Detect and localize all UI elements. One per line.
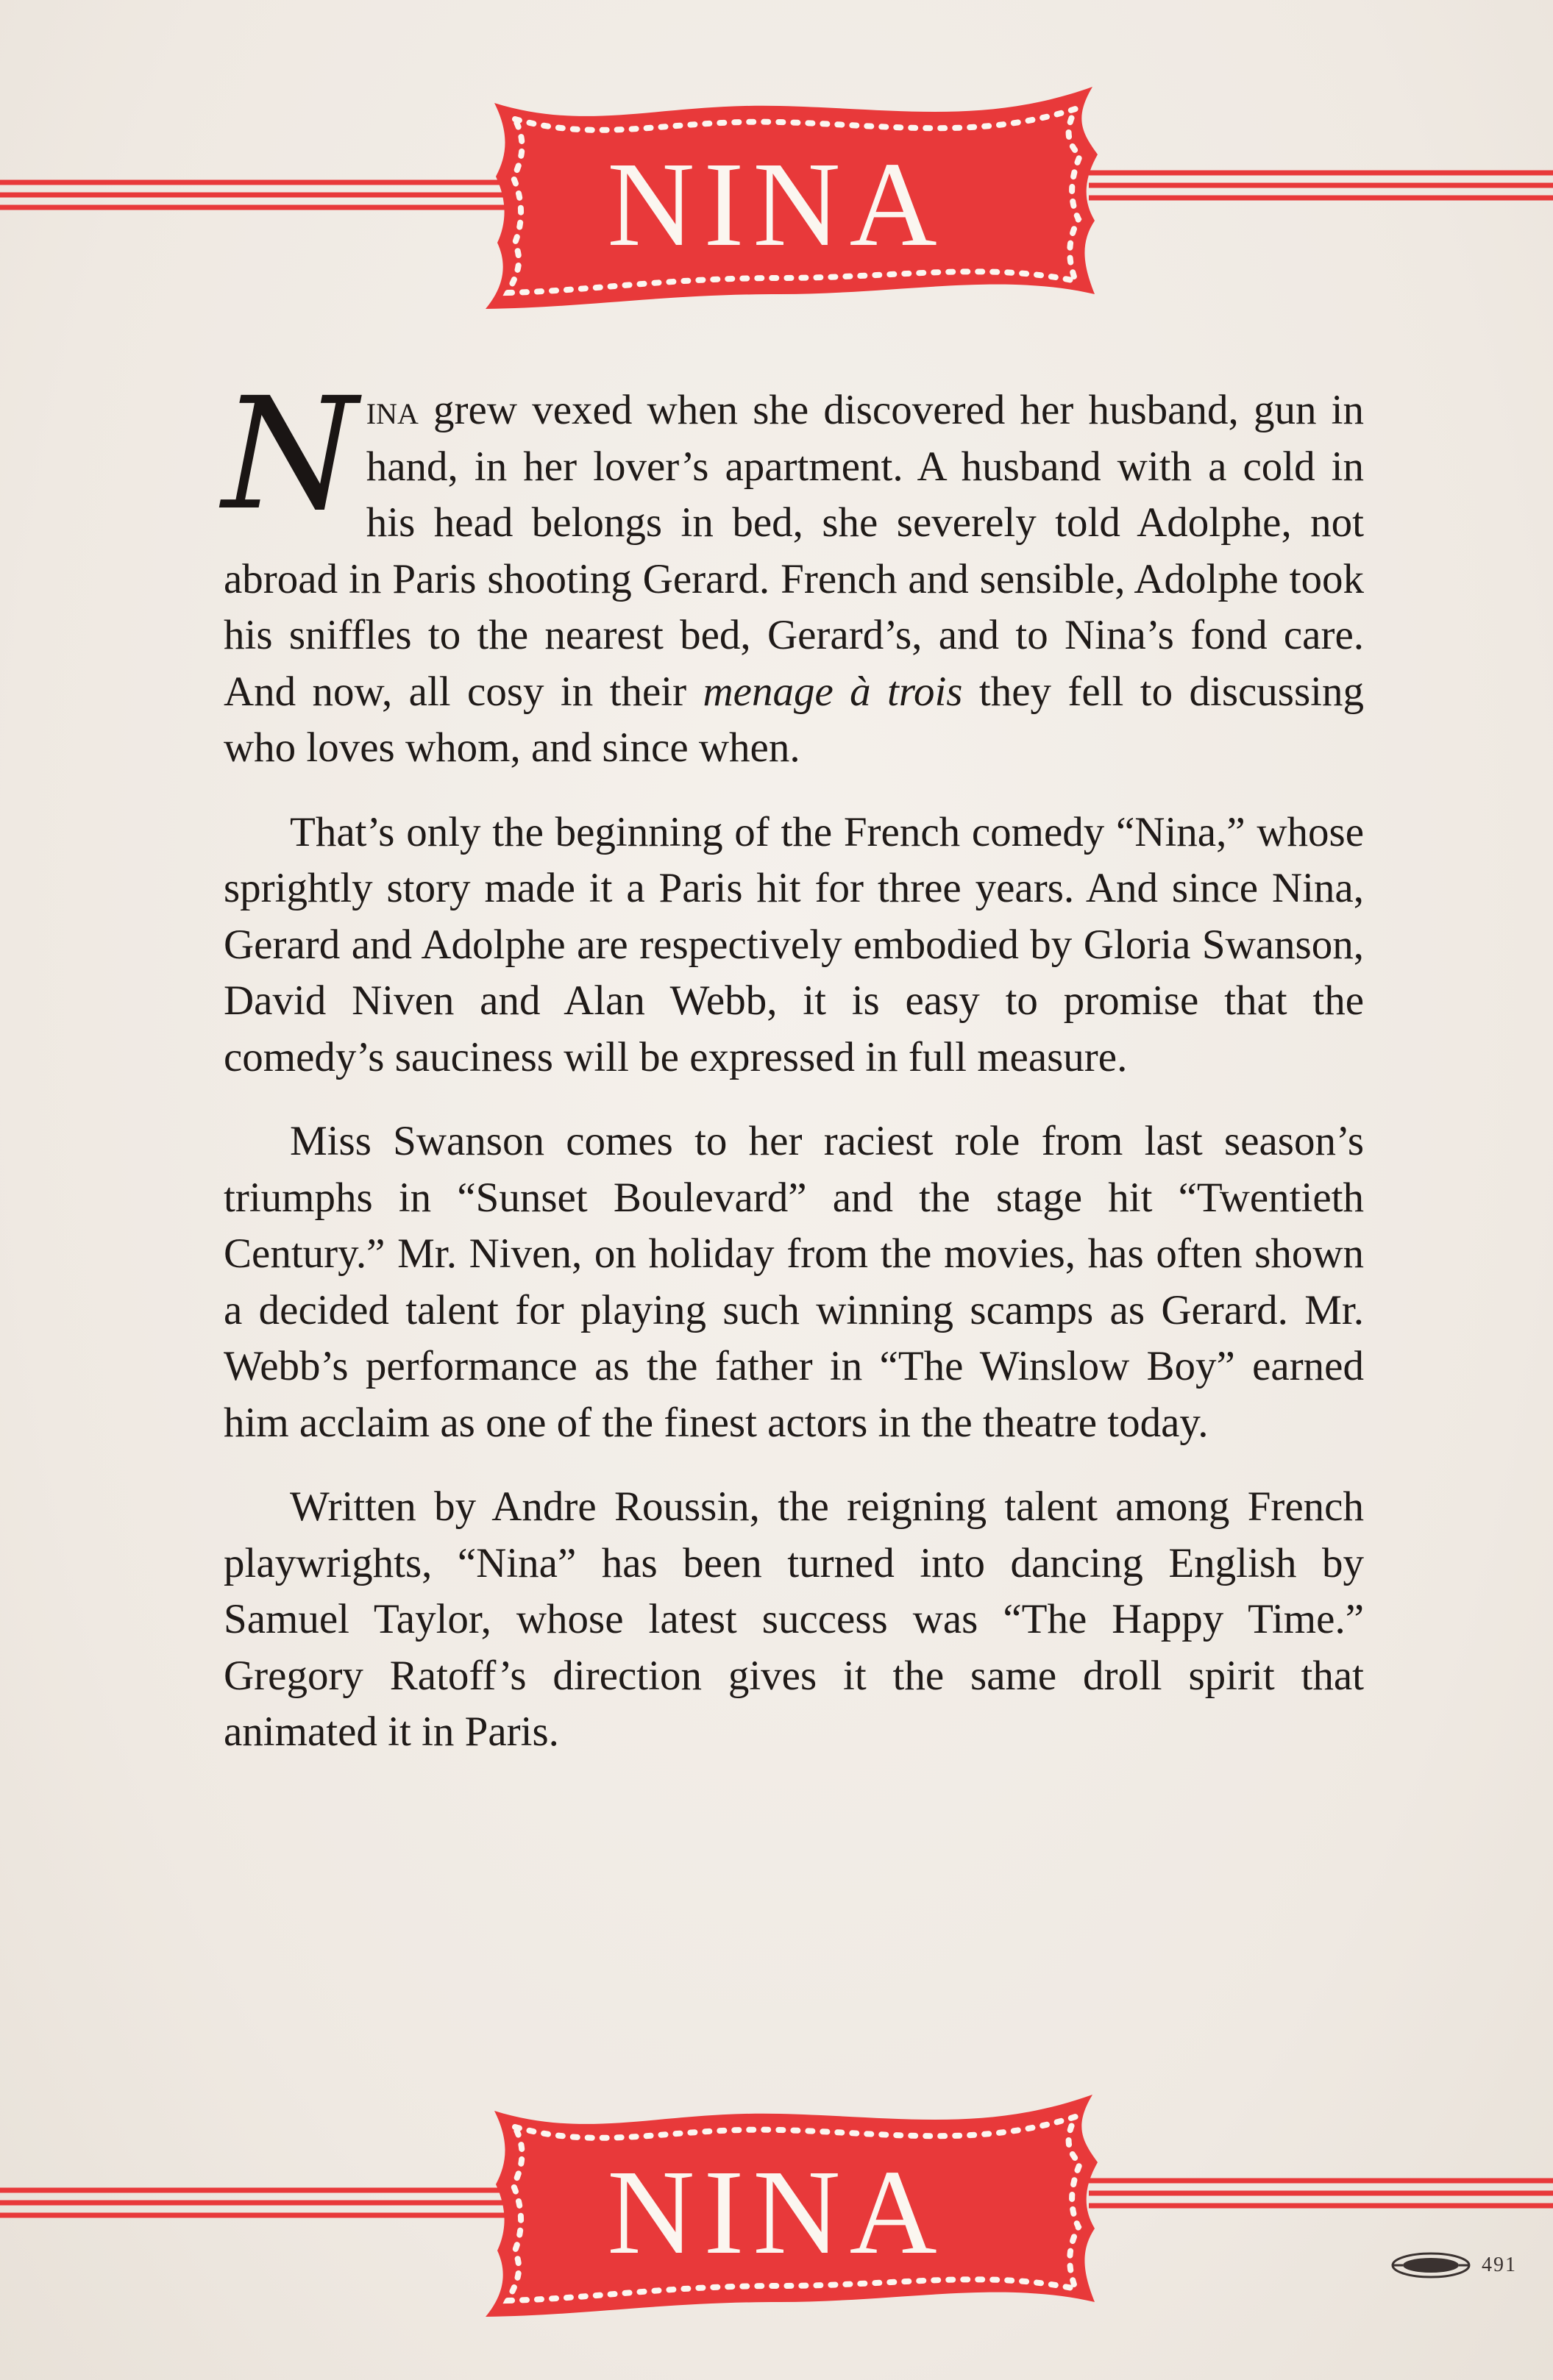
page-number: 491: [1482, 2253, 1517, 2276]
paragraph-1-italic: menage à trois: [703, 668, 963, 715]
title-banner-bottom: [0, 2081, 1553, 2346]
paragraph-1-text-a: grew vexed when she discovered her husband, gun in hand, in her lover’s apartment. A husband with a cold in his head belongs in bed, she severely told Adolphe, not abroad in Paris shooting Gerard. French and sensible, Adolphe took his sniffles to the nearest bed, Gerard’s, and to Nina’s fond care. And now, all cosy in their: [224, 387, 1364, 715]
article-body: [222, 364, 1365, 1789]
banner-title-top: NINA: [607, 137, 946, 271]
paragraph-1: [222, 364, 1365, 777]
paragraph-4: Written by Andre Roussin, the reigning talent among French playwrights, “Nina” has been turned into dancing English by Samuel Taylor, whose latest success was “The Happy Time.” Gregory Ratoff’s direction gives it the same droll spirit that animated it in Paris.: [224, 1483, 1364, 1755]
paragraph-2: That’s only the beginning of the French comedy “Nina,” whose sprightly story made it a Paris hit for three years. And since Nina, Gerard and Adolphe are respectively embodied by Gloria Swanson, David Niven and Alan Webb, it is easy to promise that the comedy’s sauciness will be expressed in full measure.: [224, 808, 1364, 1080]
title-banner-top: [0, 74, 1553, 338]
printer-seal-icon: [1390, 2251, 1471, 2280]
banner-title-bottom: NINA: [607, 2145, 946, 2279]
folio: [1390, 2251, 1517, 2280]
paragraph-3: Miss Swanson comes to her raciest role from last season’s triumphs in “Sunset Boulevard” and the stage hit “Twentieth Century.” Mr. Niven, on holiday from the movies, has often shown a decided talent for playing such winning scamps as Gerard. Mr. Webb’s performance as the father in “The Winslow Boy” earned him acclaim as one of the finest actors in the theatre today.: [224, 1118, 1364, 1446]
paragraph-1-text-b: they fell to discussing who loves whom, and since when.: [224, 668, 1365, 771]
drop-cap: N: [222, 364, 358, 544]
lead-smallcaps: ina: [366, 387, 419, 433]
